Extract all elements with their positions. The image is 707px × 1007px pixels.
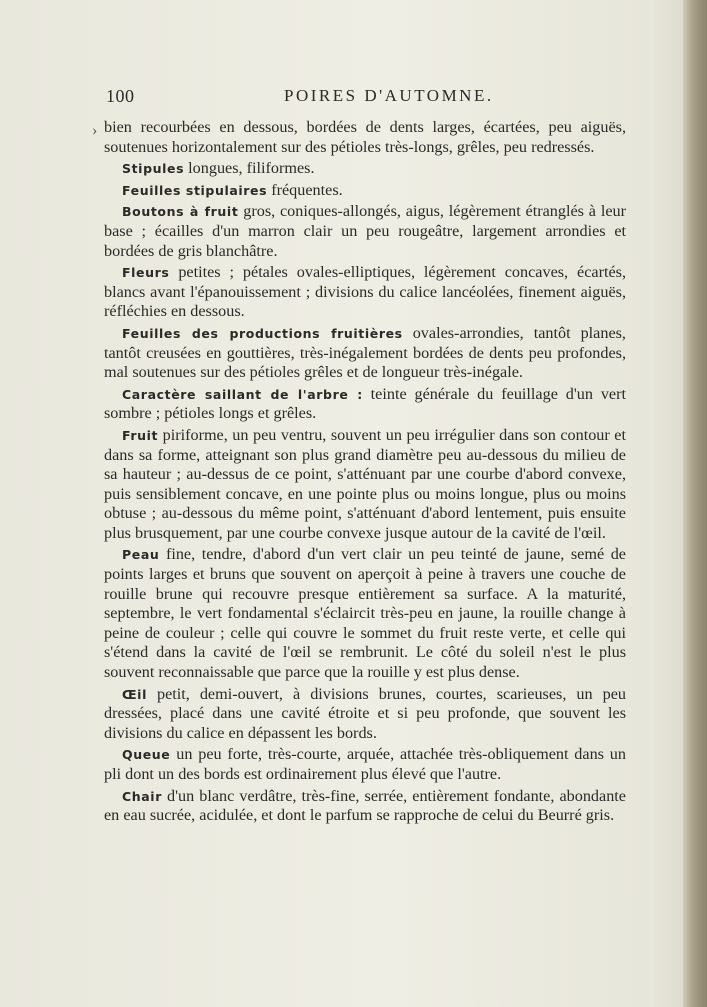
paragraph (104, 159, 626, 179)
paragraph-term: Fruit (122, 427, 159, 443)
paragraph-term: Œil (122, 686, 147, 702)
paragraph-term: Queue (122, 747, 171, 763)
paragraph-text: fine, tendre, d'abord d'un vert clair un peu teinté de jaune, semé de points larges et bruns que souvent on aperçoit à peine à travers une couche de rouille brune qui recouvre presque entièrement sa surface. A la maturité, septembre, le vert fondamental s'éclaircit très-peu en jaune, la rouille change à peine de couleur ; celle qui couvre le sommet du fruit reste verte, et celle qui s'étend dans la cavité de l'œil se rembrunit. Le côté du soleil n'est le plus souvent reconnaissable que parce que la rouille y est plus dense. (104, 545, 626, 682)
paragraph (104, 787, 626, 826)
paragraph-text: petit, demi-ouvert, à divisions brunes, courtes, scarieuses, un peu dressées, placé dans une cavité étroite et si peu profonde, que souvent les divisions du calice en dépassent les bords. (104, 684, 626, 742)
paragraph-term: Caractère saillant de l'arbre : (122, 386, 363, 402)
page-header (106, 86, 666, 110)
paragraph-text: teinte générale du feuillage d'un vert sombre ; pétioles longs et grêles. (104, 384, 626, 423)
paragraph-term: Boutons à fruit (122, 204, 239, 220)
paragraph-text: ovales-arrondies, tantôt planes, tantôt creusées en gouttières, très-inégalement bordées de dents peu profondes, mal soutenues sur des pétioles grêles et de longueur très-inégale. (104, 323, 626, 382)
paragraph-text: fréquentes. (267, 180, 343, 199)
paragraph-text: piriforme, un peu ventru, souvent un peu irrégulier dans son contour et dans sa forme, atteignant son plus grand diamètre peu au-dessous du milieu de sa hauteur ; au-dessus de ce point, s'atténuant par une courbe d'abord convexe, puis sensiblement concave, en une pointe plus ou moins longue, plus ou moins obtuse ; au-dessous du même point, s'atténuant d'abord lentement, puis ensuite plus brusquement, par une courbe convexe jusque autour de la cavité de l'œil. (104, 425, 626, 542)
page-number: 100 (106, 86, 135, 106)
paragraph (104, 202, 626, 261)
paragraph-term: Stipules (122, 161, 185, 177)
paragraph (104, 385, 626, 424)
paragraph (104, 426, 626, 544)
paragraph-term: Peau (122, 547, 160, 563)
paragraph (104, 324, 626, 383)
paragraph (104, 545, 626, 682)
paragraph-term: Feuilles des productions fruitières (122, 325, 403, 341)
margin-mark: › (92, 122, 98, 139)
paragraph (104, 745, 626, 784)
paragraph-text: bien recourbées en dessous, bordées de dents larges, écartées, peu aiguës, soutenues horizontalement sur des pétioles très-longs, grêles, peu redressés. (104, 118, 626, 156)
running-head: POIRES D'AUTOMNE. (284, 86, 494, 105)
paragraph-text: petites ; pétales ovales-elliptiques, légèrement concaves, écartés, blancs avant l'épanouissement ; divisions du calice lancéolées, finement aiguës, réfléchies en dessous. (104, 263, 626, 321)
book-spine (683, 0, 707, 1007)
page-body (104, 118, 626, 828)
paragraph (104, 118, 626, 157)
paragraph-term: Feuilles stipulaires (122, 182, 268, 198)
paragraph (104, 685, 626, 744)
paragraph (104, 181, 626, 201)
paragraph-text: longues, filiformes. (184, 159, 315, 178)
paragraph-text: d'un blanc verdâtre, très-fine, serrée, entièrement fondante, abondante en eau sucrée, acidulée, et dont le parfum se rapproche de celui du Beurré gris. (104, 786, 626, 825)
paragraph-text: un peu forte, très-courte, arquée, attachée très-obliquement dans un pli dont un des bords est ordinairement plus élevé que l'autre. (104, 745, 626, 783)
paragraph (104, 263, 626, 322)
paragraph-term: Chair (122, 788, 162, 804)
paragraph-text: gros, coniques-allongés, aigus, légèrement étranglés à leur base ; écailles d'un marron clair un peu rougeâtre, largement arrondies et bordées de gris blanchâtre. (104, 202, 626, 260)
paragraph-term: Fleurs (122, 265, 170, 281)
